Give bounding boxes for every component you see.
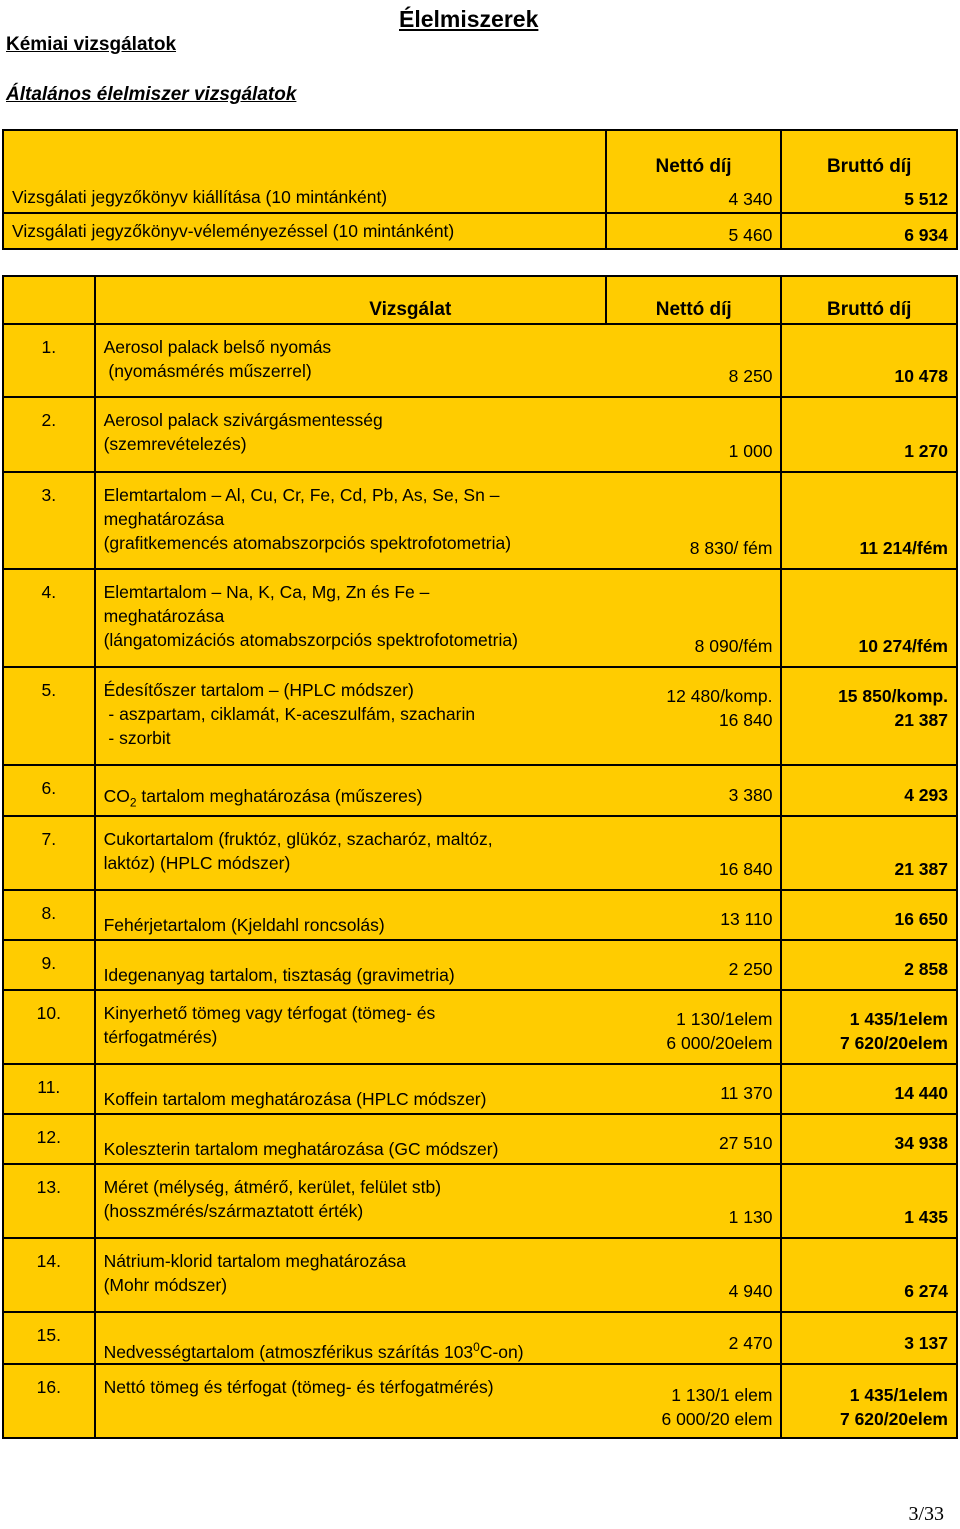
service-number: 16.	[3, 1364, 95, 1438]
service-description-line: (nyomásmérés műszerrel)	[103, 361, 312, 381]
service-gross-price-line: 21 387	[894, 710, 948, 730]
service-description-line: - szorbit	[103, 728, 171, 748]
document-title: Élelmiszerek	[399, 6, 539, 32]
fee-col-net-header: Nettó díj	[606, 154, 782, 180]
moisture-text: Nedvességtartalom (atmoszférikus szárítás 103	[103, 1341, 474, 1362]
services-col-gross-header: Bruttó díj	[781, 276, 957, 324]
service-description-line: meghatározása	[103, 606, 225, 626]
service-description-line: laktóz) (HPLC módszer)	[103, 852, 291, 873]
service-gross-price: 3 137	[781, 1312, 957, 1365]
service-row	[3, 990, 957, 1064]
service-number: 9.	[3, 940, 95, 990]
service-description	[95, 990, 606, 1064]
service-net-price: 8 250	[606, 324, 782, 397]
service-row	[3, 765, 957, 816]
services-col-net-header: Nettó díj	[606, 276, 782, 324]
fee-row-gross: 6 934	[781, 213, 957, 249]
service-net-price	[606, 990, 782, 1064]
fee-col-gross-header: Bruttó díj	[781, 154, 957, 180]
service-number: 12.	[3, 1114, 95, 1164]
fee-row	[3, 180, 957, 213]
service-description	[95, 667, 606, 765]
service-description-line: Édesítőszer tartalom – (HPLC módszer)	[103, 680, 414, 700]
service-description-line: (lángatomizációs atomabszorpciós spektrofotometria)	[103, 630, 518, 650]
service-description-line: Koleszterin tartalom meghatározása (GC módszer)	[103, 1138, 499, 1159]
service-row	[3, 397, 957, 472]
service-gross-price-line: 7 620/20elem	[839, 1032, 948, 1053]
service-description-line: (Mohr módszer)	[103, 1274, 228, 1295]
service-description-line: (szemrevételezés)	[103, 434, 247, 454]
service-gross-price	[781, 990, 957, 1064]
fee-row-label: Vizsgálati jegyzőkönyv kiállítása (10 mintánként)	[3, 180, 606, 213]
service-description	[95, 569, 606, 667]
service-net-price: 13 110	[606, 890, 782, 940]
service-net-price: 2 470	[606, 1312, 782, 1365]
service-description	[95, 816, 606, 890]
co2-text-rest: tartalom meghatározása (műszeres)	[136, 786, 423, 806]
service-net-price: 2 250	[606, 940, 782, 990]
service-description-line: meghatározása	[103, 509, 225, 529]
service-gross-price: 16 650	[781, 890, 957, 940]
service-gross-price	[781, 1364, 957, 1438]
service-number: 6.	[3, 765, 95, 816]
service-number: 13.	[3, 1164, 95, 1238]
service-net-price	[606, 1364, 782, 1438]
fee-row-label: Vizsgálati jegyzőkönyv-véleményezéssel (10 mintánként)	[3, 213, 606, 249]
service-description-line: Aerosol palack belső nyomás	[103, 337, 332, 357]
service-number: 15.	[3, 1312, 95, 1365]
subsection-title: Általános élelmiszer vizsgálatok	[6, 84, 297, 105]
service-row	[3, 1064, 957, 1114]
fee-row-net: 4 340	[606, 180, 782, 213]
service-description-line: Aerosol palack szivárgásmentesség	[103, 410, 383, 430]
degree-superscript: 0	[473, 1339, 480, 1354]
service-number: 2.	[3, 397, 95, 472]
service-gross-price: 4 293	[781, 765, 957, 816]
service-description-line: Cukortartalom (fruktóz, glükóz, szacharóz, maltóz,	[103, 828, 493, 849]
service-description-line: térfogatmérés)	[103, 1026, 218, 1047]
service-number: 4.	[3, 569, 95, 667]
service-number: 1.	[3, 324, 95, 397]
service-row	[3, 1114, 957, 1164]
service-gross-price: 21 387	[781, 816, 957, 890]
service-net-price	[606, 667, 782, 765]
service-gross-price: 10 478	[781, 324, 957, 397]
service-net-price-line: 12 480/komp.	[666, 686, 773, 706]
service-description-line	[104, 1335, 606, 1364]
service-description	[95, 472, 606, 569]
service-description	[95, 1114, 606, 1164]
service-description-line: (grafitkemencés atomabszorpciós spektrofotometria)	[103, 533, 512, 553]
service-number: 10.	[3, 990, 95, 1064]
service-net-price-line: 6 000/20 elem	[661, 1409, 773, 1430]
service-gross-price: 10 274/fém	[781, 569, 957, 667]
service-net-price: 4 940	[606, 1238, 782, 1312]
service-gross-price: 1 435	[781, 1164, 957, 1238]
service-description-line: Nettó tömeg és térfogat (tömeg- és térfogatmérés)	[103, 1377, 494, 1398]
service-description-line: Elemtartalom – Al, Cu, Cr, Fe, Cd, Pb, As, Se, Sn –	[103, 485, 500, 505]
section-title: Kémiai vizsgálatok	[6, 34, 177, 55]
service-net-price-line: 1 130/1elem	[676, 1008, 773, 1029]
service-row	[3, 890, 957, 940]
service-gross-price: 2 858	[781, 940, 957, 990]
service-row	[3, 816, 957, 890]
service-row	[3, 1312, 957, 1365]
service-description-line: Idegenanyag tartalom, tisztaság (gravimetria)	[103, 964, 455, 985]
service-description	[95, 1164, 606, 1238]
service-net-price-line: 1 130/1 elem	[671, 1385, 773, 1406]
service-net-price: 3 380	[606, 765, 782, 816]
service-net-price-line: 6 000/20elem	[666, 1032, 773, 1053]
services-price-table	[2, 275, 958, 1439]
service-description-line: Kinyerhető tömeg vagy térfogat (tömeg- és	[103, 1002, 436, 1023]
service-number: 7.	[3, 816, 95, 890]
service-number: 3.	[3, 472, 95, 569]
service-net-price: 27 510	[606, 1114, 782, 1164]
service-gross-price: 1 270	[781, 397, 957, 472]
protocol-fee-table	[2, 129, 958, 250]
service-gross-price: 14 440	[781, 1064, 957, 1114]
service-row	[3, 324, 957, 397]
service-description	[95, 940, 606, 990]
fee-row-gross: 5 512	[781, 180, 957, 213]
service-gross-price	[781, 667, 957, 765]
service-gross-price-line: 1 435/1elem	[849, 1008, 948, 1029]
service-description-line: Fehérjetartalom (Kjeldahl roncsolás)	[103, 914, 385, 935]
service-net-price: 11 370	[606, 1064, 782, 1114]
service-description	[95, 890, 606, 940]
service-row	[3, 472, 957, 569]
service-net-price: 16 840	[606, 816, 782, 890]
service-net-price: 1 000	[606, 397, 782, 472]
service-description-line: (hosszmérés/származtatott érték)	[103, 1200, 364, 1221]
co2-text: CO	[103, 786, 130, 806]
service-description	[95, 1312, 606, 1365]
service-description-line: Méret (mélység, átmérő, kerület, felület stb)	[103, 1176, 442, 1197]
services-col-test-header: Vizsgálat	[95, 276, 606, 324]
service-description-line	[104, 784, 606, 815]
service-net-price-line: 16 840	[718, 710, 773, 730]
service-gross-price-line: 7 620/20elem	[839, 1409, 948, 1430]
service-description	[95, 1064, 606, 1114]
moisture-text-rest: C-on)	[479, 1341, 524, 1362]
service-description	[95, 397, 606, 472]
service-number: 5.	[3, 667, 95, 765]
service-row	[3, 1164, 957, 1238]
service-net-price: 1 130	[606, 1164, 782, 1238]
service-description	[95, 765, 606, 816]
service-description-line: Koffein tartalom meghatározása (HPLC módszer)	[103, 1088, 487, 1109]
service-description-line: Nátrium-klorid tartalom meghatározása	[103, 1250, 407, 1271]
service-gross-price-line: 15 850/komp.	[838, 686, 948, 706]
service-number: 14.	[3, 1238, 95, 1312]
service-row	[3, 667, 957, 765]
fee-row	[3, 213, 957, 249]
service-gross-price: 6 274	[781, 1238, 957, 1312]
service-description-line: - aszpartam, ciklamát, K-aceszulfám, szacharin	[103, 704, 476, 724]
service-row	[3, 569, 957, 667]
service-net-price: 8 090/fém	[606, 569, 782, 667]
service-description	[95, 1364, 606, 1438]
service-gross-price: 11 214/fém	[781, 472, 957, 569]
service-gross-price: 34 938	[781, 1114, 957, 1164]
service-gross-price-line: 1 435/1elem	[849, 1385, 948, 1406]
page-number: 3/33	[908, 1503, 944, 1525]
co2-subscript: 2	[129, 795, 137, 810]
service-number: 11.	[3, 1064, 95, 1114]
service-row	[3, 1364, 957, 1438]
service-net-price: 8 830/ fém	[606, 472, 782, 569]
service-row	[3, 1238, 957, 1312]
service-number: 8.	[3, 890, 95, 940]
service-description	[95, 1238, 606, 1312]
service-description-line: Elemtartalom – Na, K, Ca, Mg, Zn és Fe –	[103, 582, 430, 602]
service-description	[95, 324, 606, 397]
fee-row-net: 5 460	[606, 213, 782, 249]
service-row	[3, 940, 957, 990]
